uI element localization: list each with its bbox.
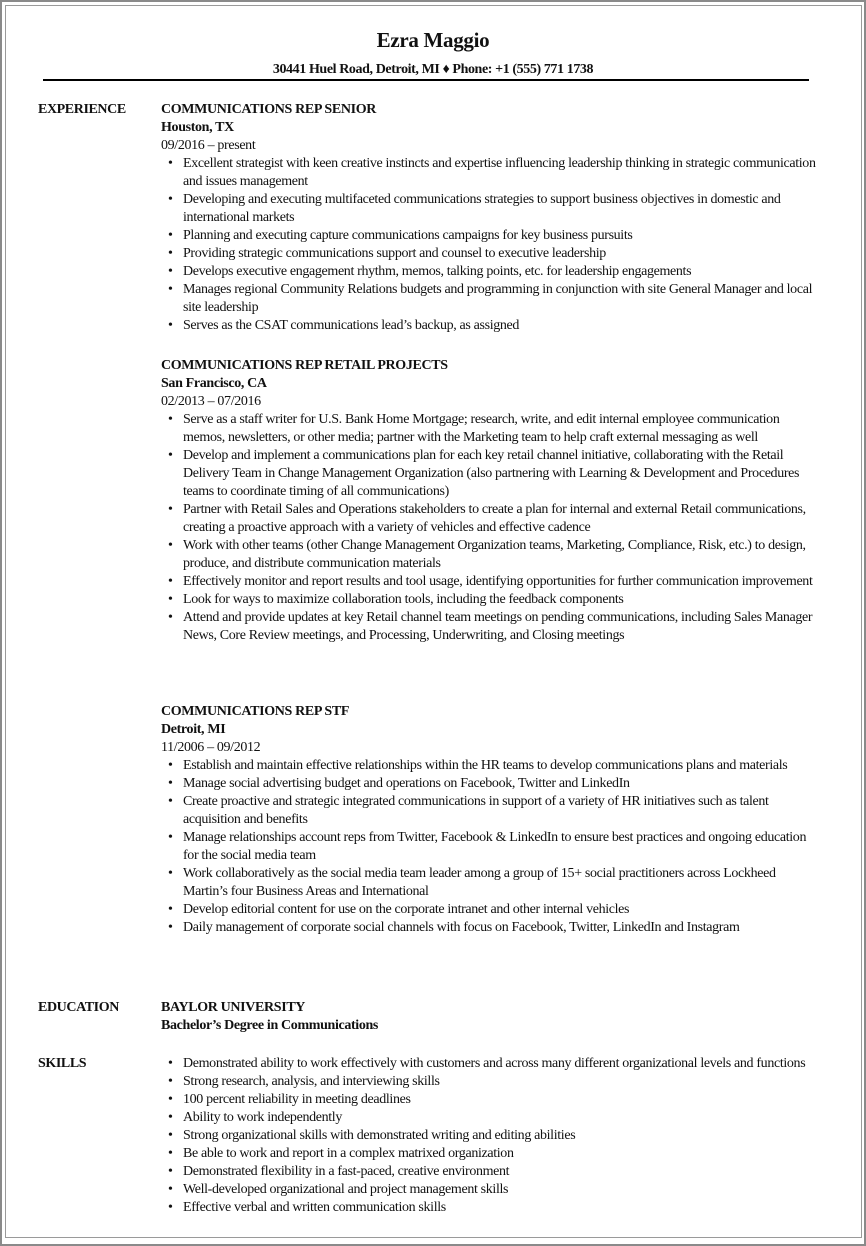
list-item: • Daily management of corporate social channels with focus on Facebook, Twitter, LinkedIn and Instagram xyxy=(161,919,823,937)
job-entry xyxy=(161,357,821,645)
job-dates: 09/2016 – present xyxy=(161,138,256,153)
list-item: • Develop editorial content for use on the corporate intranet and other internal vehicles xyxy=(161,901,823,919)
list-item: • Demonstrated flexibility in a fast-paced, creative environment xyxy=(161,1163,823,1181)
list-item: • Strong organizational skills with demonstrated writing and editing abilities xyxy=(161,1127,823,1145)
job-bullets xyxy=(161,155,821,335)
skills-bullets xyxy=(161,1055,821,1217)
header-divider xyxy=(43,79,809,81)
list-item: • Look for ways to maximize collaboration tools, including the feedback components xyxy=(161,591,823,609)
list-item: • Manage social advertising budget and operations on Facebook, Twitter and LinkedIn xyxy=(161,775,823,793)
list-item: • 100 percent reliability in meeting deadlines xyxy=(161,1091,823,1109)
list-item: • Be able to work and report in a complex matrixed organization xyxy=(161,1145,823,1163)
job-title: COMMUNICATIONS REP SENIOR xyxy=(161,102,377,117)
job-title: COMMUNICATIONS REP RETAIL PROJECTS xyxy=(161,358,448,373)
list-item: • Strong research, analysis, and interviewing skills xyxy=(161,1073,823,1091)
list-item: • Attend and provide updates at key Retail channel team meetings on pending communications, including Sales Manager News, Core Review meetings, and Processing, Underwriting, and Closing meetings xyxy=(161,609,823,645)
list-item: • Ability to work independently xyxy=(161,1109,823,1127)
school-name: BAYLOR UNIVERSITY xyxy=(161,1000,306,1015)
job-bullets xyxy=(161,411,821,645)
job-location: Houston, TX xyxy=(161,120,234,135)
skills-list xyxy=(161,1055,821,1217)
list-item: • Establish and maintain effective relationships within the HR teams to develop communications plans and materials xyxy=(161,757,823,775)
list-item: • Providing strategic communications support and counsel to executive leadership xyxy=(161,245,823,263)
list-item: • Demonstrated ability to work effectively with customers and across many different organizational levels and functions xyxy=(161,1055,823,1073)
list-item: • Create proactive and strategic integrated communications in support of a variety of HR initiatives such as talent acquisition and benefits xyxy=(161,793,823,829)
job-entry xyxy=(161,703,821,937)
job-title: COMMUNICATIONS REP STF xyxy=(161,704,350,719)
list-item: • Developing and executing multifaceted communications strategies to support business objectives in domestic and international markets xyxy=(161,191,823,227)
list-item: • Excellent strategist with keen creative instincts and expertise influencing leadership thinking in strategic communication and issues management xyxy=(161,155,823,191)
list-item: • Serve as a staff writer for U.S. Bank Home Mortgage; research, write, and edit internal employee communication memos, newsletters, or other media; partner with the Marketing team to help craft external messaging as well xyxy=(161,411,823,447)
list-item: • Effective verbal and written communication skills xyxy=(161,1199,823,1217)
list-item: • Work with other teams (other Change Management Organization teams, Marketing, Compliance, Risk, etc.) to design, produce, and distribute communication materials xyxy=(161,537,823,573)
job-dates: 11/2006 – 09/2012 xyxy=(161,740,261,755)
section-label-skills: SKILLS xyxy=(38,1056,87,1071)
candidate-name: Ezra Maggio xyxy=(376,28,490,52)
list-item: • Manage relationships account reps from Twitter, Facebook & LinkedIn to ensure best practices and ongoing education for the social media team xyxy=(161,829,823,865)
list-item: • Manages regional Community Relations budgets and programming in conjunction with site General Manager and local site leadership xyxy=(161,281,823,317)
list-item: • Serves as the CSAT communications lead’s backup, as assigned xyxy=(161,317,823,335)
section-label-education: EDUCATION xyxy=(38,1000,119,1015)
degree: Bachelor’s Degree in Communications xyxy=(161,1018,379,1033)
education-entry xyxy=(161,999,821,1035)
list-item: • Planning and executing capture communications campaigns for key business pursuits xyxy=(161,227,823,245)
job-location: Detroit, MI xyxy=(161,722,226,737)
list-item: • Partner with Retail Sales and Operations stakeholders to create a plan for internal and external Retail communications, creating a proactive approach with a variety of vehicles and effective cadence xyxy=(161,501,823,537)
list-item: • Effectively monitor and report results and tool usage, identifying opportunities for further communication improvement xyxy=(161,573,823,591)
contact-info: 30441 Huel Road, Detroit, MI ♦ Phone: +1 (555) 771 1738 xyxy=(272,62,594,77)
job-bullets xyxy=(161,757,821,937)
job-entry xyxy=(161,101,821,335)
list-item: • Develops executive engagement rhythm, memos, talking points, etc. for leadership engagements xyxy=(161,263,823,281)
job-location: San Francisco, CA xyxy=(161,376,267,391)
section-label-experience: EXPERIENCE xyxy=(38,102,126,117)
list-item: • Well-developed organizational and project management skills xyxy=(161,1181,823,1199)
job-dates: 02/2013 – 07/2016 xyxy=(161,394,261,409)
list-item: • Work collaboratively as the social media team leader among a group of 15+ social practitioners across Lockheed Martin’s four Business Areas and International xyxy=(161,865,823,901)
list-item: • Develop and implement a communications plan for each key retail channel initiative, collaborating with the Retail Delivery Team in Change Management Organization (also partnering with Learning & Development and Procedures teams to coordinate timing of all communications) xyxy=(161,447,823,501)
